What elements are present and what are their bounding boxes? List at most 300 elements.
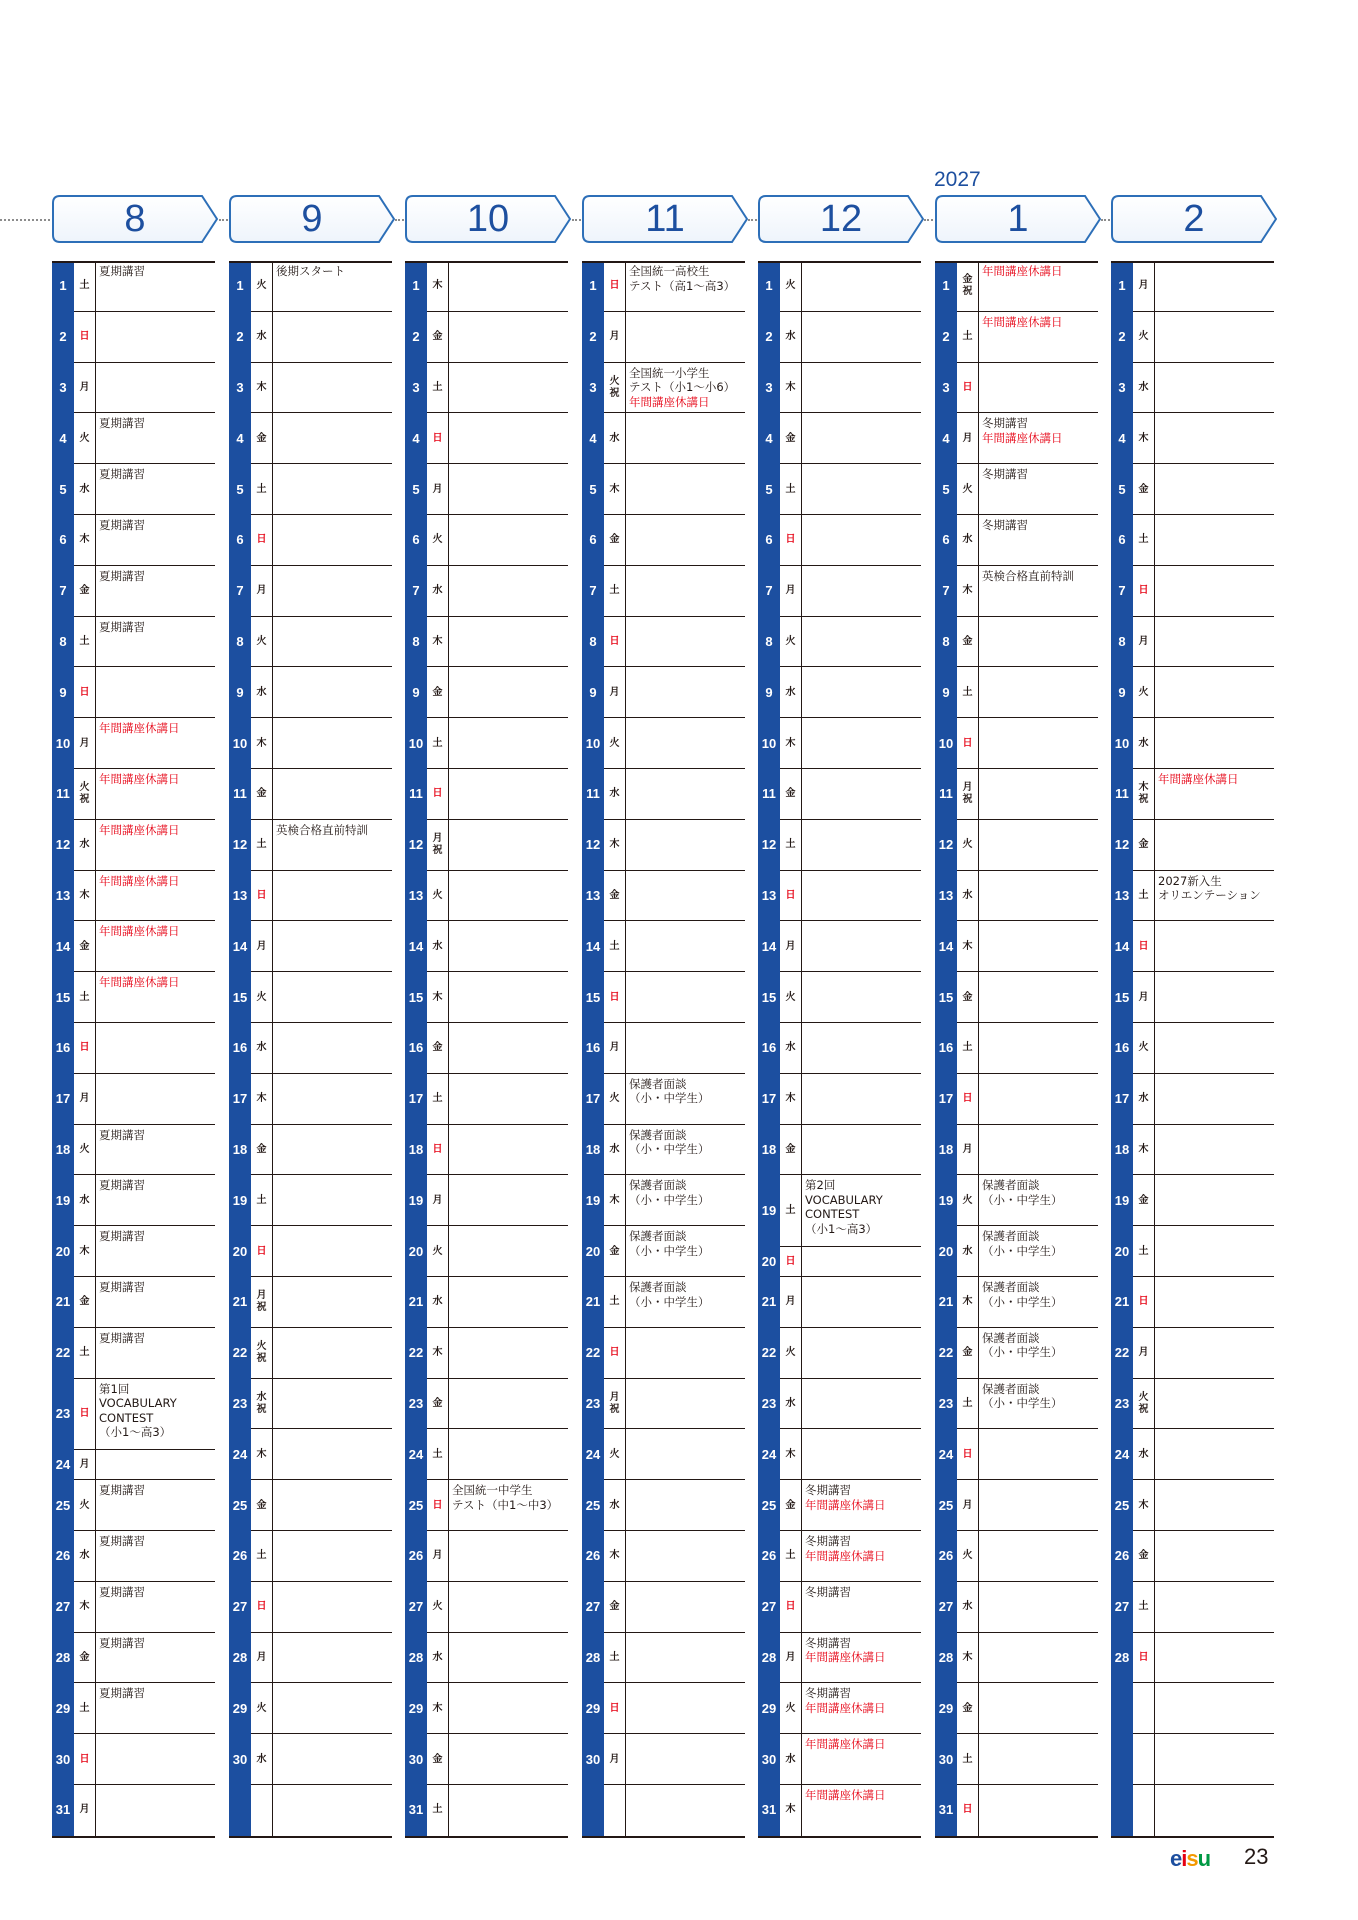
weekday-label: 水 (785, 686, 796, 698)
month-banner (935, 195, 1101, 243)
weekday-label: 金 (609, 889, 620, 901)
no-class-day-note: 年間講座休講日 (99, 873, 180, 888)
day-row (1111, 972, 1274, 1023)
weekday-label: 日 (432, 432, 443, 444)
day-number: 27 (55, 1599, 71, 1615)
day-row (935, 1277, 1098, 1328)
day-row (582, 1226, 745, 1277)
day-number: 9 (412, 684, 420, 700)
event-note: 全国統一小学生 テスト（小1～小6） (629, 365, 736, 395)
day-row (935, 718, 1098, 769)
day-number: 24 (585, 1446, 601, 1462)
day-number: 28 (232, 1649, 248, 1665)
day-row (758, 1074, 921, 1125)
month-banner (582, 195, 748, 243)
day-row (1111, 1125, 1274, 1176)
day-row (935, 312, 1098, 363)
day-number: 5 (59, 481, 67, 497)
day-row (52, 1450, 215, 1480)
day-row (1111, 1633, 1274, 1684)
day-row (229, 718, 392, 769)
day-row (229, 261, 392, 312)
no-class-day-note: 年間講座休講日 (805, 1497, 886, 1512)
day-number: 15 (408, 989, 424, 1005)
weekday-label: 木 祝 (1138, 782, 1149, 806)
weekday-label: 土 (79, 635, 90, 647)
day-row (582, 1734, 745, 1785)
weekday-label: 火 (785, 1702, 796, 1714)
day-number: 28 (55, 1649, 71, 1665)
weekday-label: 日 (432, 1499, 443, 1511)
day-row (52, 1683, 215, 1734)
weekday-label: 日 (1138, 1651, 1149, 1663)
day-row (1111, 1379, 1274, 1430)
day-row (935, 1683, 1098, 1734)
weekday-label: 火 (432, 534, 443, 546)
day-row (582, 261, 745, 312)
weekday-label: 日 (432, 788, 443, 800)
weekday-label: 金 (1138, 839, 1149, 851)
day-row (758, 1734, 921, 1785)
event-note: 夏期講習 (99, 1178, 145, 1193)
day-number: 27 (1114, 1599, 1130, 1615)
day-row (935, 1531, 1098, 1582)
day-number: 20 (938, 1243, 954, 1259)
day-number: 21 (408, 1294, 424, 1310)
event-note: 保護者面談 （小・中学生） (629, 1280, 710, 1309)
day-row (758, 1328, 921, 1379)
day-row (758, 972, 921, 1023)
weekday-label: 土 (256, 483, 267, 495)
weekday-label: 火 (79, 1499, 90, 1511)
day-row (405, 566, 568, 617)
event-note: 全国統一中学生 テスト（中1～中3） (452, 1483, 559, 1512)
logo-letter: e (1170, 1846, 1182, 1871)
event-note: 夏期講習 (99, 264, 145, 278)
day-number: 19 (585, 1192, 601, 1208)
no-class-day-note: 年間講座休講日 (805, 1737, 886, 1752)
weekday-label: 月 祝 (432, 833, 443, 857)
day-number: 15 (55, 989, 71, 1005)
event-note: 夏期講習 (99, 619, 145, 634)
day-number: 14 (408, 938, 424, 954)
day-number: 28 (585, 1649, 601, 1665)
weekday-label: 火 (785, 991, 796, 1003)
no-class-day-note: 年間講座休講日 (805, 1548, 886, 1563)
day-row (52, 1480, 215, 1531)
day-row (405, 871, 568, 922)
day-row (52, 1328, 215, 1379)
day-number: 29 (408, 1700, 424, 1716)
day-row (229, 1226, 392, 1277)
weekday-label: 金 (79, 1296, 90, 1308)
weekday-label: 日 (1138, 585, 1149, 597)
day-number: 29 (585, 1700, 601, 1716)
weekday-label: 木 (256, 381, 267, 393)
day-number: 22 (408, 1345, 424, 1361)
weekday-label: 金 (256, 788, 267, 800)
weekday-label: 金 (79, 585, 90, 597)
day-number: 27 (938, 1599, 954, 1615)
no-class-day-note: 年間講座休講日 (805, 1700, 886, 1715)
day-row (582, 718, 745, 769)
day-row (758, 1175, 921, 1246)
weekday-label: 月 (256, 1651, 267, 1663)
day-number: 8 (412, 633, 420, 649)
event-note: 英検合格直前特訓 (982, 568, 1074, 583)
weekday-label: 金 (432, 331, 443, 343)
day-events (99, 1686, 213, 1701)
day-row (758, 1785, 921, 1836)
day-row (758, 921, 921, 972)
day-row (52, 261, 215, 312)
weekday-label: 木 (1138, 1499, 1149, 1511)
day-row (229, 1074, 392, 1125)
month-column (229, 261, 392, 1836)
day-number: 23 (55, 1406, 71, 1422)
weekday-label: 水 (962, 889, 973, 901)
day-row (935, 972, 1098, 1023)
event-note: 保護者面談 （小・中学生） (982, 1381, 1063, 1411)
day-number: 20 (1114, 1243, 1130, 1259)
column-bottom-rule (758, 1836, 921, 1838)
event-note: 冬期講習 (805, 1483, 851, 1498)
day-row (229, 464, 392, 515)
weekday-label: 水 (79, 1550, 90, 1562)
day-row (405, 769, 568, 820)
weekday-label: 月 祝 (609, 1391, 620, 1415)
day-row (229, 1480, 392, 1531)
event-note: 英検合格直前特訓 (276, 822, 368, 837)
weekday-label: 土 (79, 1347, 90, 1359)
day-row (935, 1785, 1098, 1836)
weekday-label: 火 (256, 991, 267, 1003)
day-row (405, 1226, 568, 1277)
day-row (1111, 1734, 1274, 1785)
day-row (52, 1074, 215, 1125)
day-row (758, 1683, 921, 1734)
weekday-label: 月 (962, 1143, 973, 1155)
day-row (405, 1429, 568, 1480)
event-note: 後期スタート (276, 264, 345, 278)
weekday-label: 木 (256, 1093, 267, 1105)
day-number: 20 (55, 1243, 71, 1259)
day-events (99, 975, 213, 990)
day-number: 10 (232, 735, 248, 751)
day-row (758, 1480, 921, 1531)
day-row (52, 1785, 215, 1836)
day-events (982, 264, 1096, 279)
weekday-label: 木 (79, 534, 90, 546)
day-number: 2 (412, 329, 420, 345)
logo-letter: u (1197, 1846, 1211, 1871)
weekday-label: 火 (1138, 686, 1149, 698)
weekday-label: 月 (432, 483, 443, 495)
day-number: 22 (585, 1345, 601, 1361)
event-note: 保護者面談 （小・中学生） (982, 1330, 1063, 1360)
day-row (758, 1125, 921, 1176)
weekday-label: 土 (609, 585, 620, 597)
no-class-day-note: 年間講座休講日 (99, 772, 180, 786)
day-row (582, 972, 745, 1023)
day-number: 6 (236, 532, 244, 548)
no-class-day-note: 年間講座休講日 (99, 975, 180, 990)
day-number: 11 (586, 786, 600, 802)
day-number: 3 (942, 379, 950, 395)
day-number: 7 (1118, 583, 1126, 599)
weekday-label: 木 (79, 1601, 90, 1613)
weekday-label: 木 (432, 635, 443, 647)
day-row (229, 769, 392, 820)
weekday-label: 金 (1138, 1550, 1149, 1562)
weekday-label: 月 (609, 686, 620, 698)
day-number: 21 (585, 1294, 601, 1310)
day-row (405, 1379, 568, 1430)
weekday-label: 木 (962, 585, 973, 597)
weekday-label: 水 (609, 1499, 620, 1511)
weekday-label: 木 (256, 1448, 267, 1460)
weekday-label: 日 (785, 889, 796, 901)
day-number: 23 (408, 1395, 424, 1411)
event-note: 冬期講習 (805, 1635, 851, 1650)
weekday-label: 日 (256, 1245, 267, 1257)
weekday-label: 月 (79, 381, 90, 393)
day-number: 28 (938, 1649, 954, 1665)
weekday-label: 月 (432, 1194, 443, 1206)
day-row (582, 1175, 745, 1226)
day-number: 7 (942, 583, 950, 599)
no-class-day-note: 年間講座休講日 (805, 1650, 886, 1665)
weekday-label: 金 (962, 1702, 973, 1714)
weekday-label: 火 (785, 635, 796, 647)
day-number: 26 (408, 1548, 424, 1564)
month-banner (229, 195, 395, 243)
day-number: 4 (589, 430, 597, 446)
day-number: 5 (1118, 481, 1126, 497)
day-row (405, 1531, 568, 1582)
day-row (405, 1582, 568, 1633)
day-number: 30 (232, 1751, 248, 1767)
weekday-label: 木 (79, 1245, 90, 1257)
event-note: 夏期講習 (99, 1127, 145, 1142)
day-number: 25 (232, 1497, 248, 1513)
day-row (1111, 1226, 1274, 1277)
day-number: 30 (55, 1751, 71, 1767)
weekday-label: 土 (785, 1550, 796, 1562)
day-number: 20 (585, 1243, 601, 1259)
weekday-label: 土 (256, 1194, 267, 1206)
day-number: 21 (761, 1294, 777, 1310)
weekday-label: 火 (432, 889, 443, 901)
day-row (405, 1683, 568, 1734)
day-row (1111, 871, 1274, 922)
weekday-label: 月 (785, 585, 796, 597)
day-number: 23 (761, 1395, 777, 1411)
day-row (582, 312, 745, 363)
day-events (276, 264, 390, 279)
weekday-label: 火 (785, 280, 796, 292)
day-row (935, 1379, 1098, 1430)
event-note: 全国統一高校生 テスト（高1～高3） (629, 264, 736, 293)
weekday-label: 土 (962, 1042, 973, 1054)
weekday-label: 日 (256, 889, 267, 901)
day-number: 19 (232, 1192, 248, 1208)
day-row (405, 464, 568, 515)
day-number: 17 (55, 1091, 71, 1107)
day-number: 27 (585, 1599, 601, 1615)
column-bottom-rule (52, 1836, 215, 1838)
weekday-label: 土 (1138, 1245, 1149, 1257)
weekday-label: 火 (256, 280, 267, 292)
day-number: 11 (939, 786, 953, 802)
day-number: 15 (761, 989, 777, 1005)
day-row (1111, 413, 1274, 464)
day-number: 8 (765, 633, 773, 649)
day-number: 9 (942, 684, 950, 700)
day-row (52, 1582, 215, 1633)
weekday-label: 火 祝 (79, 782, 90, 806)
day-row (758, 871, 921, 922)
day-number: 20 (408, 1243, 424, 1259)
day-number: 19 (1114, 1192, 1130, 1208)
day-row (758, 363, 921, 414)
weekday-label: 木 (432, 280, 443, 292)
event-note: 夏期講習 (99, 1280, 145, 1294)
day-number: 17 (1114, 1091, 1130, 1107)
day-row (582, 1429, 745, 1480)
day-row (229, 1582, 392, 1633)
day-events (629, 1229, 743, 1258)
day-row (229, 871, 392, 922)
month-banner (52, 195, 218, 243)
day-number: 2 (59, 329, 67, 345)
day-events (805, 1737, 919, 1752)
weekday-label: 土 (962, 686, 973, 698)
day-events (629, 1077, 743, 1106)
event-note: 冬期講習 (982, 416, 1028, 431)
day-row (582, 667, 745, 718)
day-events (629, 264, 743, 293)
weekday-label: 火 (256, 635, 267, 647)
day-row (582, 820, 745, 871)
weekday-label: 金 (432, 1042, 443, 1054)
column-bottom-rule (405, 1836, 568, 1838)
day-number: 7 (589, 583, 597, 599)
day-row (935, 413, 1098, 464)
day-row (405, 1125, 568, 1176)
day-row (1111, 1429, 1274, 1480)
weekday-label: 日 (609, 280, 620, 292)
day-events (805, 1788, 919, 1803)
weekday-label: 火 (432, 1601, 443, 1613)
no-class-day-note: 年間講座休講日 (805, 1788, 886, 1802)
day-number: 25 (1114, 1497, 1130, 1513)
weekday-label: 木 (432, 991, 443, 1003)
day-row (758, 413, 921, 464)
event-note: 保護者面談 （小・中学生） (982, 1178, 1063, 1207)
weekday-label: 水 (1138, 381, 1149, 393)
weekday-label: 土 (785, 1204, 796, 1216)
day-number: 12 (408, 837, 424, 853)
weekday-label: 土 (432, 1448, 443, 1460)
day-number: 28 (761, 1649, 777, 1665)
weekday-label: 木 (432, 1347, 443, 1359)
day-row (52, 515, 215, 566)
day-row (229, 312, 392, 363)
weekday-label: 火 (432, 1245, 443, 1257)
day-row (405, 1277, 568, 1328)
day-row (52, 312, 215, 363)
weekday-label: 土 (1138, 889, 1149, 901)
day-events (982, 1331, 1096, 1360)
day-events (99, 467, 213, 482)
weekday-label: 木 (432, 1702, 443, 1714)
weekday-label: 土 (785, 483, 796, 495)
day-number: 31 (761, 1802, 777, 1818)
day-number: 18 (232, 1141, 248, 1157)
weekday-label: 土 (1138, 1601, 1149, 1613)
weekday-label: 月 (609, 331, 620, 343)
day-number: 2 (236, 329, 244, 345)
day-number: 11 (762, 786, 776, 802)
weekday-label: 火 (962, 483, 973, 495)
event-note: 保護者面談 （小・中学生） (629, 1178, 710, 1207)
day-number: 8 (236, 633, 244, 649)
weekday-label: 日 (256, 1601, 267, 1613)
day-number: 4 (412, 430, 420, 446)
weekday-label: 火 祝 (256, 1341, 267, 1365)
weekday-label: 土 (432, 1804, 443, 1816)
weekday-label: 金 (1138, 483, 1149, 495)
day-number: 24 (938, 1446, 954, 1462)
weekday-label: 火 (609, 1448, 620, 1460)
day-row (405, 1480, 568, 1531)
day-row (582, 464, 745, 515)
weekday-label: 金 (609, 1601, 620, 1613)
day-row (1111, 261, 1274, 312)
day-row (52, 769, 215, 820)
weekday-label: 月 (785, 940, 796, 952)
weekday-label: 月 (609, 1042, 620, 1054)
event-note: 第1回 VOCABULARY CONTEST （小1～高3） (99, 1381, 177, 1440)
weekday-label: 火 (79, 432, 90, 444)
day-number: 7 (765, 583, 773, 599)
weekday-label: 土 (962, 1397, 973, 1409)
weekday-label: 日 (785, 534, 796, 546)
weekday-label: 木 (609, 839, 620, 851)
day-number: 4 (942, 430, 950, 446)
day-number: 28 (408, 1649, 424, 1665)
day-number: 31 (408, 1802, 424, 1818)
day-row (52, 566, 215, 617)
day-number: 7 (412, 583, 420, 599)
weekday-label: 水 (256, 331, 267, 343)
weekday-label: 日 (432, 1143, 443, 1155)
weekday-label: 火 (79, 1143, 90, 1155)
day-row (52, 363, 215, 414)
day-number: 25 (55, 1497, 71, 1513)
day-events (982, 569, 1096, 584)
weekday-label: 火 (962, 839, 973, 851)
day-events (982, 1280, 1096, 1309)
day-events (805, 1585, 919, 1600)
weekday-label: 木 (785, 381, 796, 393)
day-row (582, 1531, 745, 1582)
day-number: 1 (942, 278, 950, 294)
day-number: 9 (765, 684, 773, 700)
event-note: 夏期講習 (99, 1229, 145, 1244)
day-row (758, 1531, 921, 1582)
